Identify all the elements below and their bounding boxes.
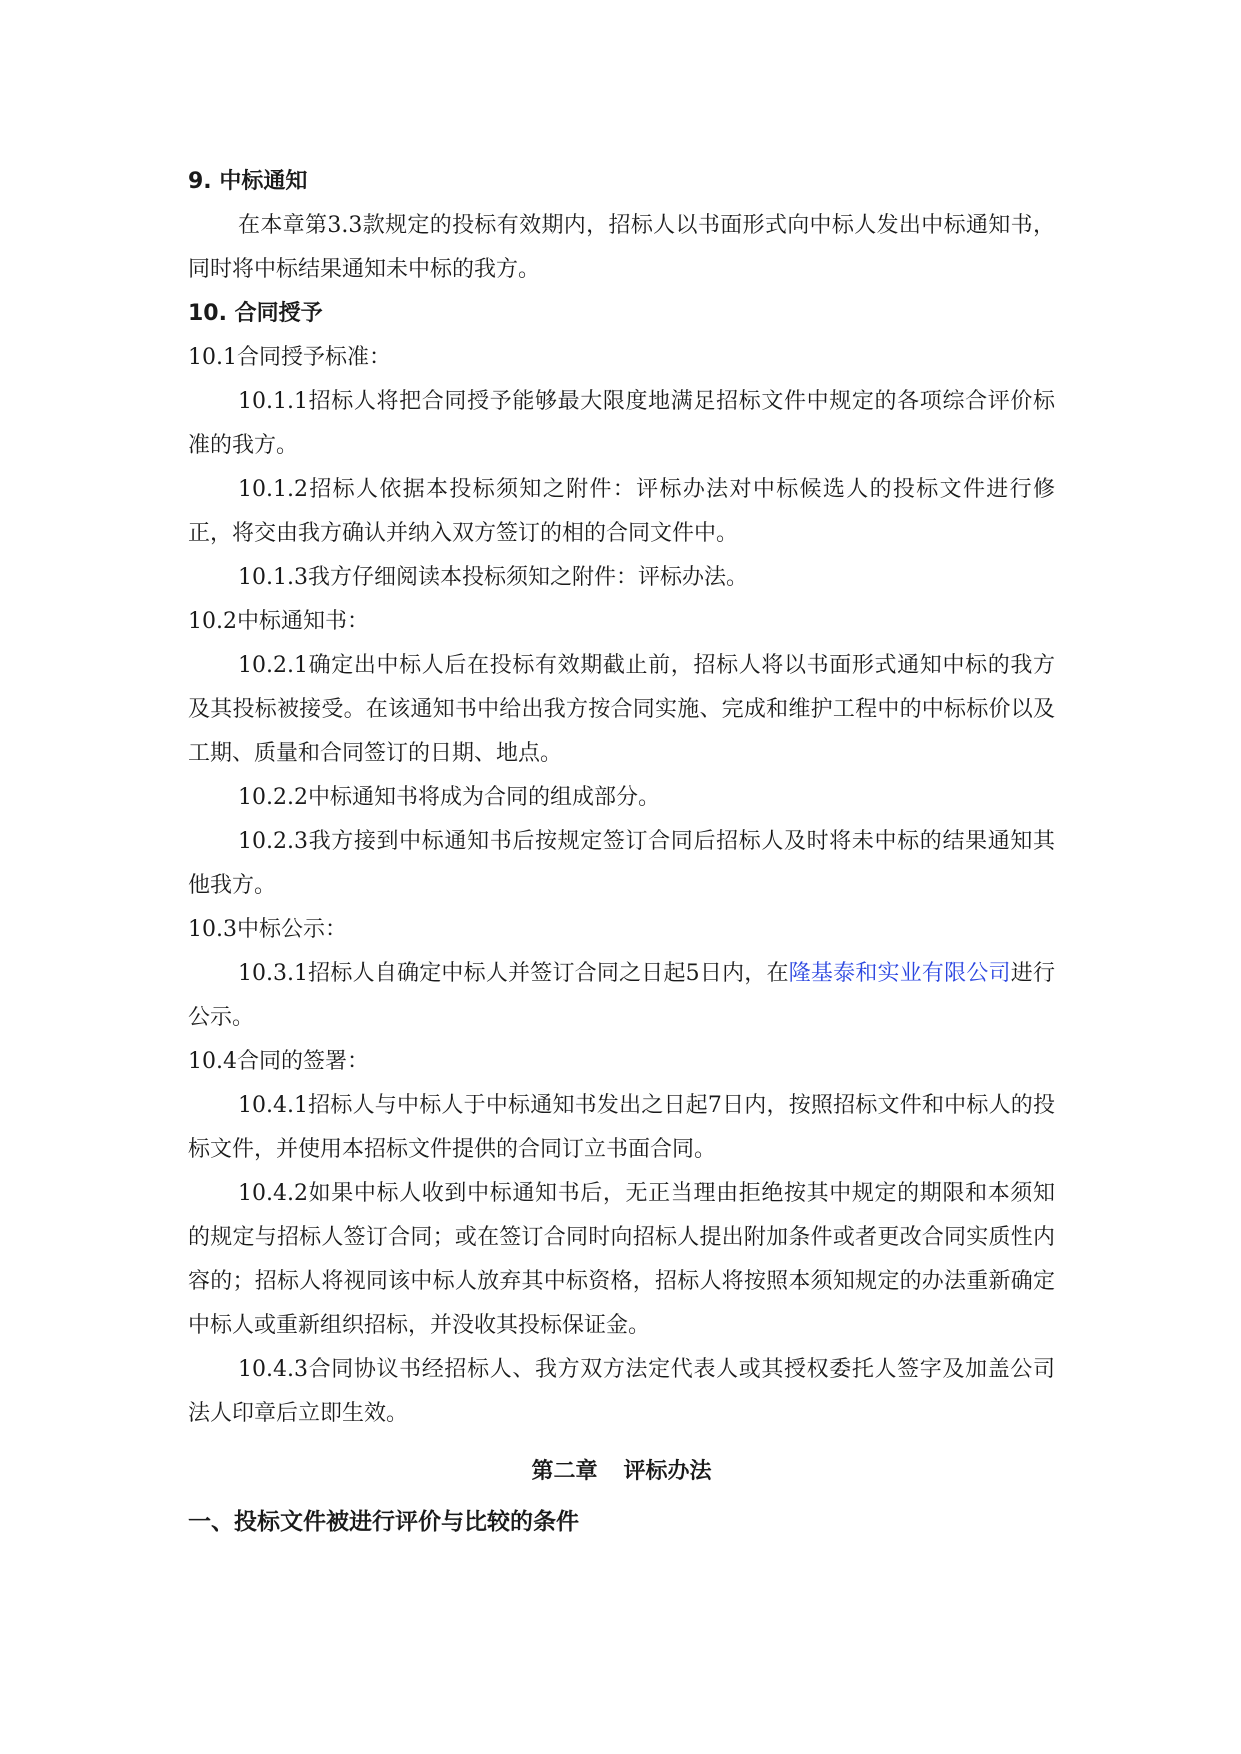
paragraph-10-2-3: 10.2.3我方接到中标通知书后按规定签订合同后招标人及时将未中标的结果通知其他我方。 xyxy=(188,829,1055,898)
paragraph-10-3-1-text: 10.3.1招标人自确定中标人并签订合同之日起5日内，在 xyxy=(238,961,789,986)
chapter-title xyxy=(188,1450,1055,1494)
paragraph-10-4-3: 10.4.3合同协议书经招标人、我方双方法定代表人或其授权委托人签字及加盖公司法人印章后立即生效。 xyxy=(188,1357,1055,1426)
paragraph-10-2-2: 10.2.2中标通知书将成为合同的组成部分。 xyxy=(238,785,660,810)
subheading-10-1: 10.1合同授予标准： xyxy=(188,345,391,370)
section-heading-1: 一、投标文件被进行评价与比较的条件 xyxy=(188,1509,579,1535)
paragraph-9: 在本章第3.3款规定的投标有效期内，招标人以书面形式向中标人发出中标通知书，同时将中标结果通知未中标的我方。 xyxy=(188,213,1055,282)
paragraph-10-2-1: 10.2.1确定出中标人后在投标有效期截止前，招标人将以书面形式通知中标的我方及其投标被接受。在该通知书中给出我方按合同实施、完成和维护工程中的中标标价以及工期、质量和合同签订的日期、地点。 xyxy=(188,653,1055,766)
subheading-10-3: 10.3中标公示： xyxy=(188,917,347,942)
paragraph-10-4-2: 10.4.2如果中标人收到中标通知书后，无正当理由拒绝按其中规定的期限和本须知的规定与招标人签订合同；或在签订合同时向招标人提出附加条件或者更改合同实质性内容的；招标人将视同该中标人放弃其中标资格，招标人将按照本须知规定的办法重新确定中标人或重新组织招标，并没收其投标保证金。 xyxy=(188,1181,1055,1338)
paragraph-10-1-3: 10.1.3我方仔细阅读本投标须知之附件：评标办法。 xyxy=(238,565,748,590)
paragraph-10-3-1-tail: 进行公示。 xyxy=(188,961,1055,1030)
chapter-name: 评标办法 xyxy=(623,1459,712,1484)
subheading-10-2: 10.2中标通知书： xyxy=(188,609,369,634)
subheading-10-4: 10.4合同的签署： xyxy=(188,1049,369,1074)
paragraph-10-3-1 xyxy=(188,952,1055,1040)
paragraph-10-1-1: 10.1.1招标人将把合同授予能够最大限度地满足招标文件中规定的各项综合评价标准的我方。 xyxy=(188,389,1055,458)
paragraph-10-1-2: 10.1.2招标人依据本投标须知之附件：评标办法对中标候选人的投标文件进行修正，将交由我方确认并纳入双方签订的相的合同文件中。 xyxy=(188,477,1055,546)
paragraph-10-4-1: 10.4.1招标人与中标人于中标通知书发出之日起7日内，按照招标文件和中标人的投标文件，并使用本招标文件提供的合同订立书面合同。 xyxy=(188,1093,1055,1162)
heading-9: 9. 中标通知 xyxy=(188,169,308,194)
heading-10: 10. 合同授予 xyxy=(188,301,323,326)
chapter-number: 第二章 xyxy=(531,1459,598,1484)
company-link[interactable]: 隆基泰和实业有限公司 xyxy=(788,961,1011,986)
